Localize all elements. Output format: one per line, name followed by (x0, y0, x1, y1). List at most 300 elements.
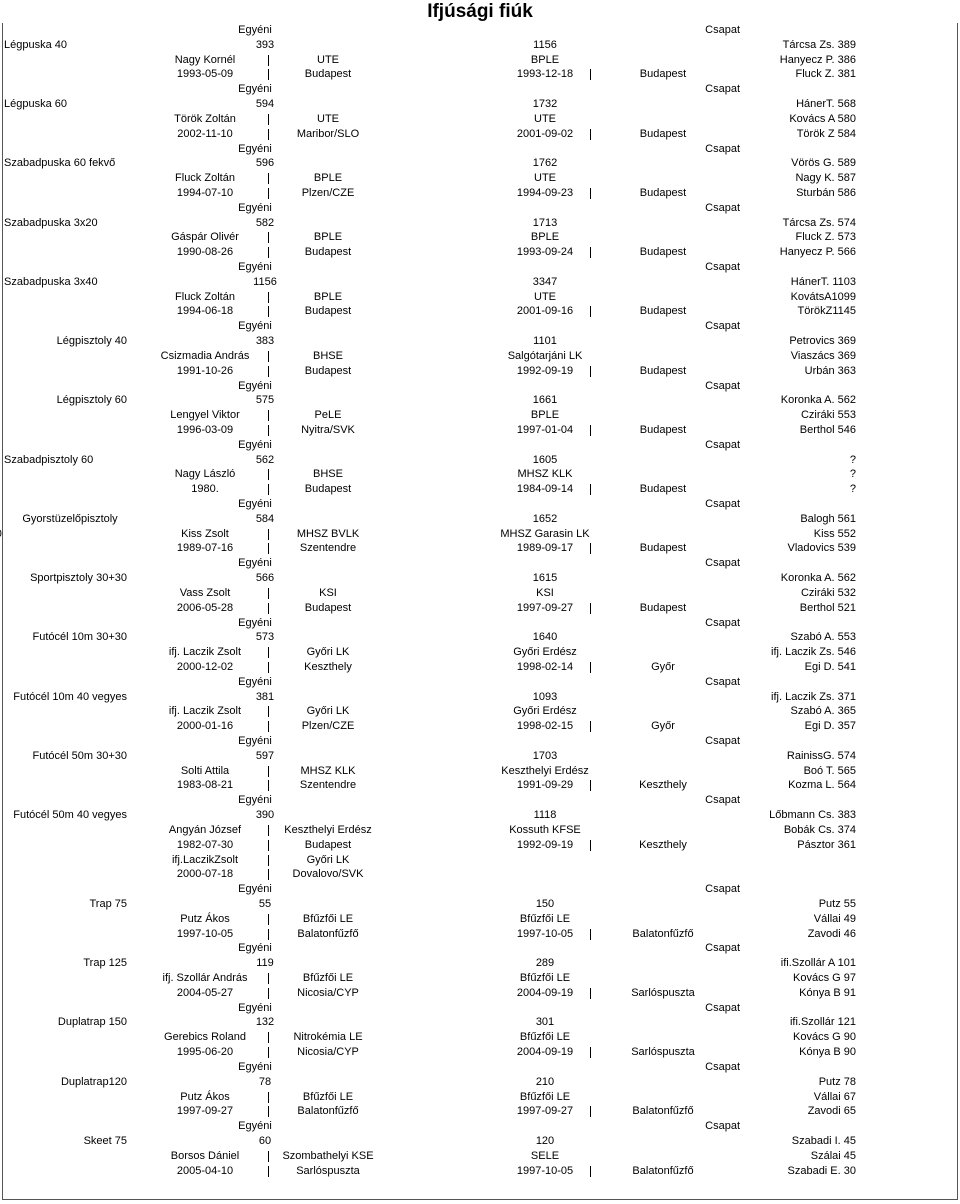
individual-header: Egyéni (238, 261, 272, 273)
team-club: Győri Erdész (513, 705, 577, 718)
event-date-row (0, 927, 960, 942)
holder-club: UTE (317, 112, 339, 125)
team-score: 1703 (532, 749, 558, 762)
individual-header: Egyéni (238, 883, 272, 896)
team-header: Csapat (705, 24, 740, 36)
team-member-result: ifi.Szollár A 101 (780, 957, 856, 970)
event-date-row (0, 245, 960, 260)
holder-club: Nitrokémia LE (293, 1031, 363, 1044)
individual-place: Szentendre (299, 542, 357, 555)
holder-name: ifj. Szollár András (162, 972, 248, 984)
team-date: 1997-10-05 (516, 927, 574, 940)
event-category: Futócél 50m 40 vegyes (13, 809, 127, 822)
event-date-row (0, 423, 960, 438)
team-score: 210 (535, 1075, 555, 1088)
team-header: Csapat (705, 201, 740, 214)
team-member-result: ? (849, 483, 856, 496)
holder-name: Putz Ákos (180, 912, 230, 925)
team-header: Csapat (705, 261, 740, 273)
individual-date: 2006-05-28 (176, 601, 234, 614)
team-member-result: Kovács G 97 (793, 972, 856, 984)
team-place: Balatonfűzfő (632, 1105, 694, 1118)
team-header: Csapat (705, 942, 740, 955)
team-header: Csapat (705, 794, 740, 807)
holder-name: Solti Attila (180, 764, 230, 777)
team-member-result: Hanyecz P. 386 (779, 53, 856, 66)
team-place: Budapest (639, 423, 687, 436)
holder-name: Csizmadia András (160, 349, 250, 362)
individual-date: 1997-09-27 (176, 1105, 234, 1118)
individual-date: 1997-10-05 (176, 927, 234, 940)
individual-place: Plzen/CZE (301, 720, 355, 733)
team-member-result: Kónya B 91 (799, 986, 856, 999)
team-header: Csapat (705, 498, 740, 510)
team-member-result: Koronka A. 562 (780, 572, 856, 585)
event-result-row (0, 97, 960, 112)
team-header: Csapat (705, 557, 740, 570)
team-member-result: Szabadi I. 45 (791, 1134, 856, 1147)
team-date: 2001-09-16 (516, 305, 574, 318)
event-date-row (0, 482, 960, 497)
individual-date: 1982-07-30 (176, 838, 234, 851)
team-place: Balatonfűzfő (632, 1164, 694, 1177)
individual-place: Balatonfűzfő (297, 927, 359, 940)
team-member-result: ifj. Laczik Zs. 546 (771, 646, 856, 659)
event-date-row (0, 127, 960, 142)
team-header: Csapat (705, 735, 740, 747)
individual-place: Budapest (304, 246, 352, 259)
individual-score: 597 (255, 749, 275, 762)
individual-date: 1980. (191, 483, 219, 496)
individual-date: 1989-07-16 (176, 542, 234, 555)
event-header-row (0, 379, 960, 394)
team-header: Csapat (705, 616, 740, 629)
team-member-result: HánerT. 1103 (790, 275, 856, 288)
event-header-row (0, 438, 960, 453)
page-title: Ifjúsági fiúk (427, 1, 533, 22)
event-category: Szabadpisztoly 60 (4, 453, 94, 466)
team-score: 1640 (532, 631, 558, 644)
individual-date: 2002-11-10 (177, 127, 233, 140)
cell-divider (590, 425, 591, 436)
event-name-row (0, 912, 960, 927)
event-category: Futócél 50m 30+30 (32, 749, 127, 762)
event-name-row (0, 467, 960, 482)
event-header-row (0, 882, 960, 897)
team-header: Csapat (705, 320, 740, 333)
individual-place: Budapest (304, 364, 352, 377)
team-header: Csapat (705, 675, 740, 688)
team-score: 301 (535, 1016, 555, 1029)
team-date: 1993-12-18 (516, 68, 574, 81)
individual-place: Keszthely (304, 660, 352, 673)
individual-score: 119 (256, 957, 274, 970)
team-member-result: Petrovics 369 (789, 335, 856, 348)
individual-score: 575 (255, 394, 275, 407)
individual-place: Plzen/CZE (301, 186, 355, 199)
individual-score: 383 (255, 335, 275, 348)
team-date: 1994-09-23 (516, 186, 574, 199)
individual-place: Budapest (304, 601, 352, 614)
event-result-row (0, 956, 960, 971)
individual-header: Egyéni (238, 201, 272, 214)
team-club: UTE (534, 172, 556, 185)
event-result-row (0, 453, 960, 468)
team-header: Csapat (705, 142, 740, 155)
event-category: Szabadpuska 3x40 (4, 275, 98, 288)
team-member-result: RainissG. 574 (786, 749, 856, 762)
event-name-row (0, 408, 960, 423)
team-member-result: Lőbmann Cs. 383 (769, 809, 856, 822)
team-member-result: Egi D. 357 (804, 720, 856, 733)
event-category: Légpisztoly 40 (56, 335, 127, 348)
event-result-row (0, 571, 960, 586)
individual-score: 1156 (253, 275, 277, 288)
event-result-row (0, 897, 960, 912)
individual-score: 132 (255, 1016, 275, 1029)
individual-header: Egyéni (238, 794, 272, 807)
team-date: 1993-09-24 (516, 246, 574, 259)
holder-name: ifj. Laczik Zsolt (168, 705, 242, 718)
team-place: Sarlóspuszta (631, 986, 695, 999)
individual-place: Budapest (304, 68, 352, 81)
team-club: Győri Erdész (513, 646, 577, 659)
holder-club: Győri LK (306, 705, 350, 718)
team-date: 1997-09-27 (516, 601, 574, 614)
event-date-row (0, 1045, 960, 1060)
event-date-row (0, 364, 960, 379)
team-member-result: Tárcsa Zs. 389 (782, 38, 856, 51)
holder-club: Bfűzfői LE (302, 1090, 354, 1103)
team-score: 1118 (533, 809, 557, 822)
individual-header: Egyéni (238, 438, 272, 451)
team-place: Budapest (639, 246, 687, 259)
team-date: 2004-09-19 (516, 1046, 574, 1059)
team-member-result: Szabó A. 365 (790, 705, 856, 718)
cell-divider (590, 662, 591, 673)
team-header: Csapat (705, 1001, 740, 1014)
individual-date: 1994-06-18 (176, 305, 234, 318)
team-date: 1997-01-04 (516, 423, 574, 436)
event-category: Szabadpuska 60 fekvő (4, 157, 116, 170)
individual-place: Budapest (304, 483, 352, 496)
team-header: Csapat (705, 883, 740, 896)
individual-score: 562 (255, 453, 275, 466)
team-member-result: Koronka A. 562 (780, 394, 856, 407)
individual-header: Egyéni (238, 498, 272, 510)
cell-divider (590, 69, 591, 80)
individual-date: 1993-05-09 (176, 68, 234, 81)
event-result-row (0, 690, 960, 705)
event-result-row (0, 216, 960, 231)
individual-score: 566 (255, 572, 275, 585)
event-name-row (0, 230, 960, 245)
holder-club: UTE (317, 53, 339, 66)
team-club: KSI (536, 586, 554, 599)
event-date-row (0, 986, 960, 1001)
holder-name: Fluck Zoltán (175, 290, 235, 303)
holder-club: BPLE (313, 172, 343, 185)
holder-extra-detail: Győri LK (306, 853, 350, 866)
team-member-result: Vállai 67 (813, 1090, 856, 1103)
team-score: 3347 (532, 275, 558, 288)
event-extra-row (0, 867, 960, 882)
team-place: Keszthely (639, 838, 687, 851)
team-club: UTE (534, 112, 556, 125)
team-header: Csapat (705, 1060, 740, 1073)
individual-header: Egyéni (238, 142, 272, 155)
team-club: BPLE (530, 231, 560, 244)
team-place: Budapest (639, 305, 687, 318)
team-date: 2001-09-02 (516, 127, 574, 140)
team-place: Budapest (639, 601, 687, 614)
team-score: 1713 (532, 216, 558, 229)
team-date: 1989-09-17 (516, 542, 574, 555)
individual-header: Egyéni (238, 942, 272, 955)
event-category: Sportpisztoly 30+30 (30, 572, 127, 585)
team-place: Balatonfűzfő (632, 927, 694, 940)
team-member-result: TörökZ1145 (797, 305, 856, 318)
team-member-result: ifi.Szollár 121 (789, 1016, 856, 1029)
team-place: Budapest (639, 483, 687, 496)
team-member-result: Szabadi E. 30 (787, 1164, 856, 1177)
team-club: Bfűzfői LE (519, 1090, 571, 1103)
holder-name: Török Zoltán (174, 112, 236, 125)
event-header-row (0, 1119, 960, 1134)
team-date: 1991-09-29 (516, 779, 574, 792)
individual-header: Egyéni (238, 616, 272, 629)
event-header-row (0, 319, 960, 334)
holder-name: Borsos Dániel (170, 1149, 240, 1162)
event-date-row (0, 304, 960, 319)
team-place: Budapest (639, 364, 687, 377)
records-table (0, 23, 960, 1178)
individual-score: 60 (258, 1134, 272, 1147)
holder-extra: ifj.LaczikZsolt (171, 853, 239, 866)
team-member-result: Bobák Cs. 374 (783, 823, 856, 836)
team-member-result: Egi D. 541 (804, 660, 856, 673)
cell-divider (590, 484, 591, 495)
event-result-row (0, 156, 960, 171)
team-score: 289 (535, 957, 555, 970)
event-result-row (0, 512, 960, 527)
event-header-row (0, 1001, 960, 1016)
team-member-result: Fluck Z. 573 (795, 231, 856, 244)
team-date: 1998-02-14 (516, 660, 574, 673)
team-member-result: Vladovics 539 (787, 542, 856, 555)
cell-divider (590, 721, 591, 732)
event-header-row (0, 260, 960, 275)
event-result-row (0, 749, 960, 764)
individual-date: 1996-03-09 (176, 423, 234, 436)
event-name-row (0, 704, 960, 719)
holder-club: Szombathelyi KSE (282, 1149, 374, 1162)
team-place: Budapest (639, 186, 687, 199)
team-score: 1652 (532, 512, 558, 525)
event-name-row (0, 527, 960, 542)
team-member-result: HánerT. 568 (796, 98, 856, 111)
individual-header: Egyéni (238, 83, 272, 96)
team-place: Győr (651, 660, 675, 673)
cell-divider (590, 1106, 591, 1117)
team-date: 1984-09-14 (516, 483, 574, 496)
event-result-row (0, 393, 960, 408)
team-club: Salgótarjáni LK (507, 349, 583, 362)
event-date-row (0, 541, 960, 556)
event-name-row (0, 586, 960, 601)
event-header-row (0, 734, 960, 749)
individual-date: 1991-10-26 (176, 364, 234, 377)
event-name-row (0, 764, 960, 779)
team-date: 1997-10-05 (516, 1164, 574, 1177)
holder-club: BPLE (313, 231, 343, 244)
individual-place: Szentendre (299, 779, 357, 792)
cell-divider (590, 988, 591, 999)
cell-divider (590, 366, 591, 377)
event-name-row (0, 1149, 960, 1164)
cell-divider (590, 543, 591, 554)
individual-score: 78 (258, 1075, 272, 1088)
team-member-result: Berthol 521 (799, 601, 856, 614)
team-member-result: Kovács G 90 (793, 1031, 856, 1044)
individual-score: 55 (258, 897, 272, 910)
individual-score: 584 (255, 512, 275, 525)
team-member-result: ? (849, 453, 856, 466)
event-category: Skeet 75 (83, 1134, 127, 1147)
event-category-line2 (0, 527, 60, 542)
team-club: BPLE (530, 409, 560, 422)
holder-club: Keszthelyi Erdész (284, 823, 372, 836)
event-name-row (0, 1030, 960, 1045)
individual-score: 393 (255, 38, 275, 51)
event-category: Duplatrap120 (60, 1075, 127, 1088)
holder-name: Kiss Zsolt (181, 527, 229, 540)
cell-divider (590, 247, 591, 258)
individual-score: 594 (255, 98, 275, 111)
holder-club: PeLE (314, 409, 342, 422)
individual-place: Nicosia/CYP (297, 1046, 359, 1059)
team-score: 1156 (533, 38, 557, 51)
team-member-result: Vállai 49 (813, 912, 856, 925)
event-name-row (0, 1090, 960, 1105)
cell-divider (590, 1166, 591, 1177)
team-date: 1997-09-27 (516, 1105, 574, 1118)
team-club: Keszthelyi Erdész (501, 764, 589, 777)
team-member-result: Cziráki 553 (800, 409, 856, 422)
team-score: 1762 (532, 157, 558, 170)
holder-club: KSI (319, 586, 337, 599)
event-header-row (0, 793, 960, 808)
team-member-result: Zavodi 65 (807, 1105, 856, 1118)
team-club: Bfűzfői LE (519, 972, 571, 984)
team-member-result: Boó T. 565 (803, 764, 856, 777)
team-member-result: KovátsA1099 (790, 290, 856, 303)
event-header-row (0, 1060, 960, 1075)
event-name-row (0, 349, 960, 364)
event-category: Légpuska 60 (4, 98, 67, 111)
team-score: 1101 (533, 335, 557, 348)
event-header-row (0, 23, 960, 38)
team-member-result: Fluck Z. 381 (795, 68, 856, 81)
team-member-result: Vörös G. 589 (791, 157, 856, 170)
holder-extra: 2000-07-18 (176, 868, 234, 881)
cell-divider (590, 929, 591, 940)
event-name-row (0, 112, 960, 127)
holder-name: Nagy Kornél (174, 53, 236, 66)
holder-club: Győri LK (306, 646, 350, 659)
team-member-result: Kónya B 90 (799, 1046, 856, 1059)
team-place: Budapest (639, 68, 687, 81)
team-member-result: ifj. Laczik Zs. 371 (771, 690, 856, 703)
holder-name: Putz Ákos (180, 1090, 230, 1103)
event-date-row (0, 660, 960, 675)
holder-name: Gerebics Roland (164, 1031, 246, 1044)
event-result-row (0, 630, 960, 645)
holder-club: BPLE (313, 290, 343, 303)
individual-header: Egyéni (238, 1060, 272, 1073)
individual-date: 2000-12-02 (176, 660, 234, 673)
holder-club: BHSE (313, 349, 343, 362)
team-member-result: ? (849, 468, 856, 481)
event-header-row (0, 497, 960, 512)
team-member-result: Viaszács 369 (790, 349, 856, 362)
team-score: 150 (535, 897, 555, 910)
team-club: Kossuth KFSE (509, 823, 581, 836)
event-result-row (0, 1075, 960, 1090)
holder-name: Lengyel Viktor (170, 409, 240, 422)
event-date-row (0, 601, 960, 616)
individual-place: Budapest (304, 838, 352, 851)
cell-divider (590, 1047, 591, 1058)
holder-extra-detail: Dovalovo/SVK (292, 868, 364, 881)
team-member-result: Cziráki 532 (800, 586, 856, 599)
event-result-row (0, 334, 960, 349)
team-score: 1661 (532, 394, 558, 407)
holder-name: Gáspár Olivér (171, 231, 239, 244)
holder-club: Bfűzfői LE (302, 912, 354, 925)
event-header-row (0, 675, 960, 690)
team-member-result: Putz 55 (818, 897, 856, 910)
event-date-row (0, 1164, 960, 1179)
event-date-row (0, 1104, 960, 1119)
event-category: Légpuska 40 (4, 38, 67, 51)
individual-header: Egyéni (238, 675, 272, 688)
team-date: 1992-09-19 (516, 364, 574, 377)
individual-place: Nyitra/SVK (301, 423, 355, 436)
event-result-row (0, 275, 960, 290)
team-member-result: Zavodi 46 (807, 927, 856, 940)
individual-header: Egyéni (238, 379, 272, 392)
event-category: Duplatrap 150 (57, 1016, 127, 1029)
event-extra-row (0, 853, 960, 868)
event-header-row (0, 616, 960, 631)
individual-score: 381 (255, 690, 275, 703)
team-date: 2004-09-19 (516, 986, 574, 999)
individual-header: Egyéni (238, 24, 272, 36)
individual-date: 2005-04-10 (176, 1164, 234, 1177)
individual-score: 596 (255, 157, 275, 170)
event-result-row (0, 38, 960, 53)
holder-club: Bfűzfői LE (302, 972, 354, 984)
cell-divider (590, 188, 591, 199)
holder-club: BHSE (313, 468, 343, 481)
individual-header: Egyéni (238, 1120, 272, 1133)
individual-header: Egyéni (238, 735, 272, 747)
event-result-row (0, 1015, 960, 1030)
individual-score: 390 (255, 809, 275, 822)
holder-name: ifj. Laczik Zsolt (168, 646, 242, 659)
event-header-row (0, 556, 960, 571)
